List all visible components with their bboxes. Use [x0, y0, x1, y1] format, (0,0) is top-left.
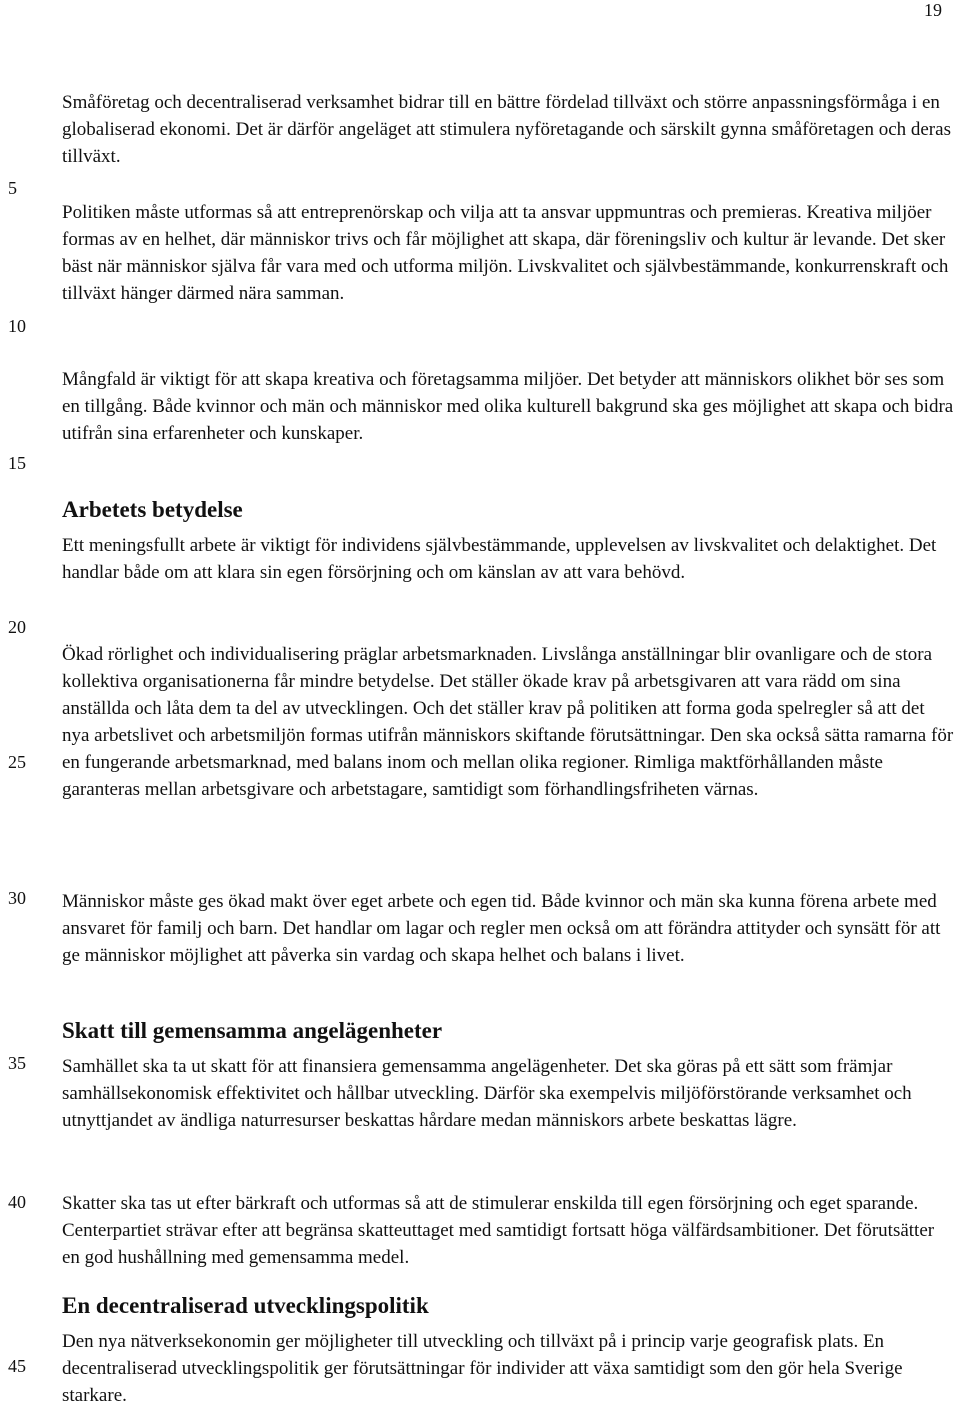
line-number: 25 [8, 752, 26, 772]
paragraph: Ökad rörlighet och individualisering präglar arbetsmarknaden. Livslånga anställningar blir ovanligare och de stora kollektiva organisationerna får mindre betydelse. Det ställer ökade krav på arbetsgivaren att vara rädd om sina anställda och låta dem ta del av utvecklingen. Och det ställer krav på politiken att forma goda spelregler så att det nya arbetslivet och arbetsmiljön formas utifrån människors skiftande förutsättningar. Den ska också sätta ramarna för en fungerande arbetsmarknad, med balans inom och mellan olika regioner. Rimliga maktförhållanden måste garanteras mellan arbetsgivare och arbetstagare, samtidigt som förhandlingsfriheten värnas. [62, 644, 954, 800]
paragraph: Ett meningsfullt arbete är viktigt för individens självbestämmande, upplevelsen av livskvalitet och delaktighet. Det handlar både om att klara sin egen försörjning och om känslan av att vara behövd. [62, 535, 937, 583]
line-number: 30 [8, 888, 26, 908]
line-number: 45 [8, 1356, 26, 1376]
paragraph: Den nya nätverksekonomin ger möjligheter till utveckling och tillväxt på i princip varje geografisk plats. En decentraliserad utvecklingspolitik ger förutsättningar för individer att växa samtidigt som den gör hela Sverige starkare. [62, 1331, 903, 1406]
paragraph: Småföretag och decentraliserad verksamhet bidrar till en bättre fördelad tillväxt och större anpassningsförmåga i en globaliserad ekonomi. Det är därför angeläget att stimulera nyföretagande och särskilt gynna småföretagen och deras tillväxt. [62, 92, 951, 167]
line-number: 15 [8, 453, 26, 473]
line-number: 35 [8, 1053, 26, 1073]
section-heading: Arbetets betydelse [62, 497, 243, 522]
paragraph: Människor måste ges ökad makt över eget arbete och egen tid. Både kvinnor och män ska kunna förena arbete med ansvaret för familj och barn. Det handlar om lagar och regler men också om att förändra attityder och synsätt för att ge människor möjlighet att påverka sin vardag och skapa helhet och balans i livet. [62, 891, 941, 966]
paragraph: Mångfald är viktigt för att skapa kreativa och företagsamma miljöer. Det betyder att människors olikhet bör ses som en tillgång. Både kvinnor och män och människor med olika kulturell bakgrund ska ges möjlighet att skapa och bidra utifrån sina erfarenheter och kunskaper. [62, 369, 954, 444]
line-number: 10 [8, 316, 26, 336]
paragraph: Samhället ska ta ut skatt för att finansiera gemensamma angelägenheter. Det ska göras på ett sätt som främjar samhällsekonomisk effektivitet och hållbar utveckling. Därför ska exempelvis miljöförstörande verksamhet och utnyttjandet av ändliga naturresurser beskattas hårdare medan människors arbete beskattas lägre. [62, 1056, 912, 1131]
line-number: 40 [8, 1192, 26, 1212]
line-number: 5 [8, 178, 17, 198]
section-heading: Skatt till gemensamma angelägenheter [62, 1018, 443, 1043]
paragraph: Politiken måste utformas så att entreprenörskap och vilja att ta ansvar uppmuntras och premieras. Kreativa miljöer formas av en helhet, där människor trivs och får möjlighet att skapa, där föreningsliv och kultur är levande. Det sker bäst när människor själva får vara med och utforma miljön. Livskvalitet och självbestämmande, konkurrenskraft och tillväxt hänger därmed nära samman. [62, 202, 949, 304]
line-number: 20 [8, 617, 26, 637]
page-number: 19 [924, 0, 942, 20]
paragraph: Skatter ska tas ut efter bärkraft och utformas så att de stimulerar enskilda till egen försörjning och eget sparande. Centerpartiet strävar efter att begränsa skatteuttaget med samtidigt fortsatt höga välfärdsambitioner. Det förutsätter en god hushållning med gemensamma medel. [62, 1193, 935, 1268]
section-heading: En decentraliserad utvecklingspolitik [62, 1293, 429, 1318]
